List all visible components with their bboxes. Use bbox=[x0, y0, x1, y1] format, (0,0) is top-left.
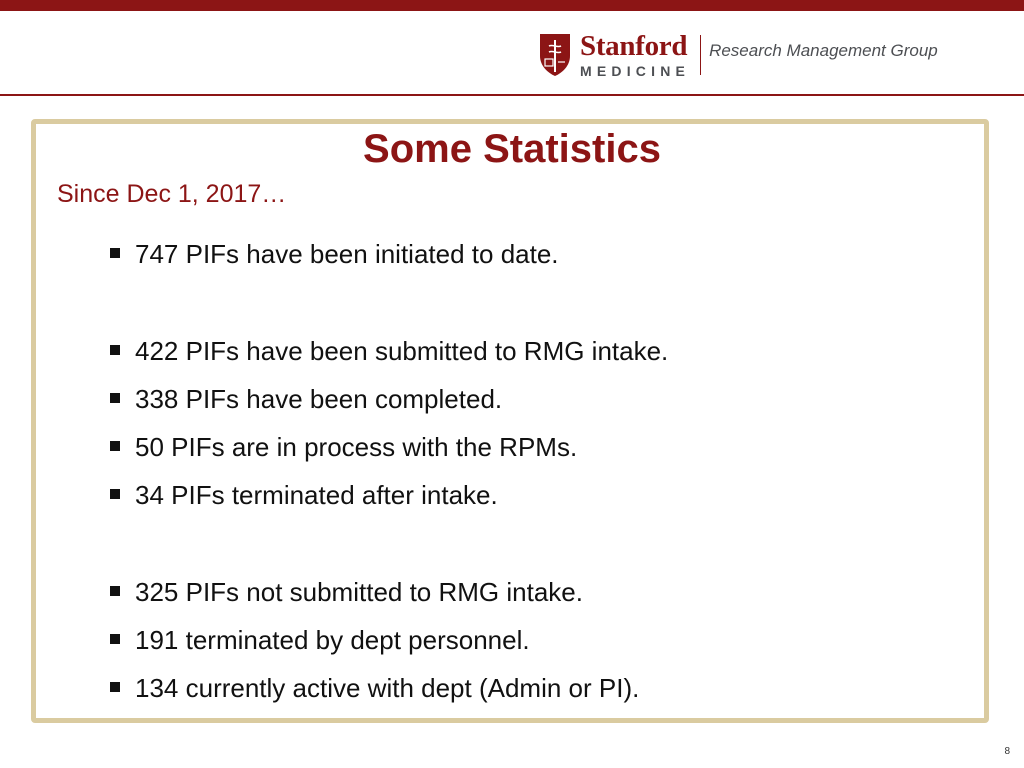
square-bullet-icon bbox=[110, 634, 120, 644]
slide-title: Some Statistics bbox=[363, 127, 661, 171]
square-bullet-icon bbox=[110, 345, 120, 355]
list-item bbox=[110, 478, 498, 512]
list-item-text: 191 terminated by dept personnel. bbox=[135, 625, 530, 655]
stanford-shield-icon bbox=[538, 32, 572, 78]
square-bullet-icon bbox=[110, 248, 120, 258]
list-item bbox=[110, 575, 583, 609]
list-item bbox=[110, 671, 639, 705]
header-divider bbox=[0, 94, 1024, 96]
list-item bbox=[110, 334, 668, 368]
list-item-text: 325 PIFs not submitted to RMG intake. bbox=[135, 577, 583, 607]
list-item-text: 34 PIFs terminated after intake. bbox=[135, 480, 498, 510]
group-name: Research Management Group bbox=[709, 41, 938, 60]
top-brand-bar bbox=[0, 0, 1024, 11]
logo-sub: MEDICINE bbox=[580, 62, 691, 79]
list-item-text: 50 PIFs are in process with the RPMs. bbox=[135, 432, 578, 462]
list-item-text: 134 currently active with dept (Admin or PI). bbox=[135, 673, 640, 703]
slide-subtitle: Since Dec 1, 2017… bbox=[57, 180, 287, 208]
stanford-medicine-logo bbox=[538, 30, 938, 80]
list-item bbox=[110, 237, 559, 271]
square-bullet-icon bbox=[110, 489, 120, 499]
page-number: 8 bbox=[1004, 746, 1010, 757]
list-item bbox=[110, 382, 502, 416]
list-item bbox=[110, 623, 530, 657]
square-bullet-icon bbox=[110, 393, 120, 403]
logo-name: Stanford bbox=[580, 29, 688, 62]
logo-divider bbox=[700, 35, 701, 75]
logo-wordmark bbox=[580, 29, 691, 79]
square-bullet-icon bbox=[110, 586, 120, 596]
list-item bbox=[110, 430, 577, 464]
square-bullet-icon bbox=[110, 441, 120, 451]
square-bullet-icon bbox=[110, 682, 120, 692]
list-item-text: 422 PIFs have been submitted to RMG intake. bbox=[135, 336, 669, 366]
list-item-text: 338 PIFs have been completed. bbox=[135, 384, 503, 414]
list-item-text: 747 PIFs have been initiated to date. bbox=[135, 239, 559, 269]
